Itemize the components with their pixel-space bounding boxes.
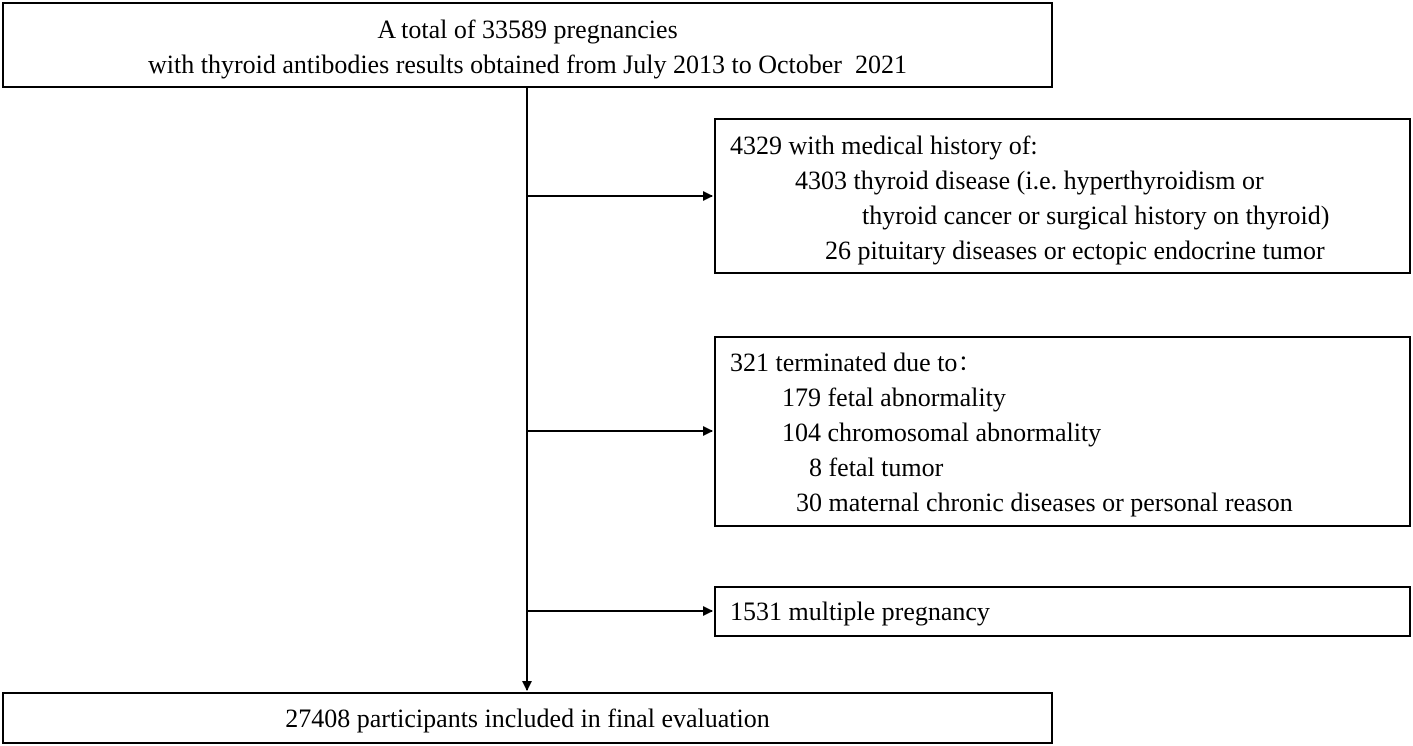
maternal-chronic-item: 30 maternal chronic diseases or personal reason xyxy=(796,488,1293,517)
total-pregnancies-box xyxy=(2,2,1053,88)
chromosomal-abnormality-item: 104 chromosomal abnormality xyxy=(782,418,1102,447)
multiple-pregnancy-exclusion-box xyxy=(714,586,1411,637)
fetal-tumor-item: 8 fetal tumor xyxy=(809,453,944,482)
final-participants-box xyxy=(2,692,1053,744)
pituitary-diseases-line: 26 pituitary diseases or ectopic endocrine tumor xyxy=(825,236,1325,265)
medical-history-heading: 4329 with medical history of: xyxy=(730,131,1038,160)
thyroid-disease-line1: 4303 thyroid disease (i.e. hyperthyroidism or xyxy=(795,166,1264,195)
terminated-exclusion-box xyxy=(714,336,1411,527)
fetal-abnormality-item: 179 fetal abnormality xyxy=(782,383,1006,412)
total-pregnancies-line2: with thyroid antibodies results obtained from July 2013 to October 2021 xyxy=(148,50,907,79)
thyroid-disease-line2: thyroid cancer or surgical history on thyroid) xyxy=(862,201,1330,230)
final-participants-text: 27408 participants included in final evaluation xyxy=(285,704,770,733)
terminated-heading: 321 terminated due to： xyxy=(730,348,984,377)
multiple-pregnancy-text: 1531 multiple pregnancy xyxy=(730,597,990,626)
medical-history-exclusion-box xyxy=(714,118,1411,274)
total-pregnancies-line1: A total of 33589 pregnancies xyxy=(377,15,678,44)
